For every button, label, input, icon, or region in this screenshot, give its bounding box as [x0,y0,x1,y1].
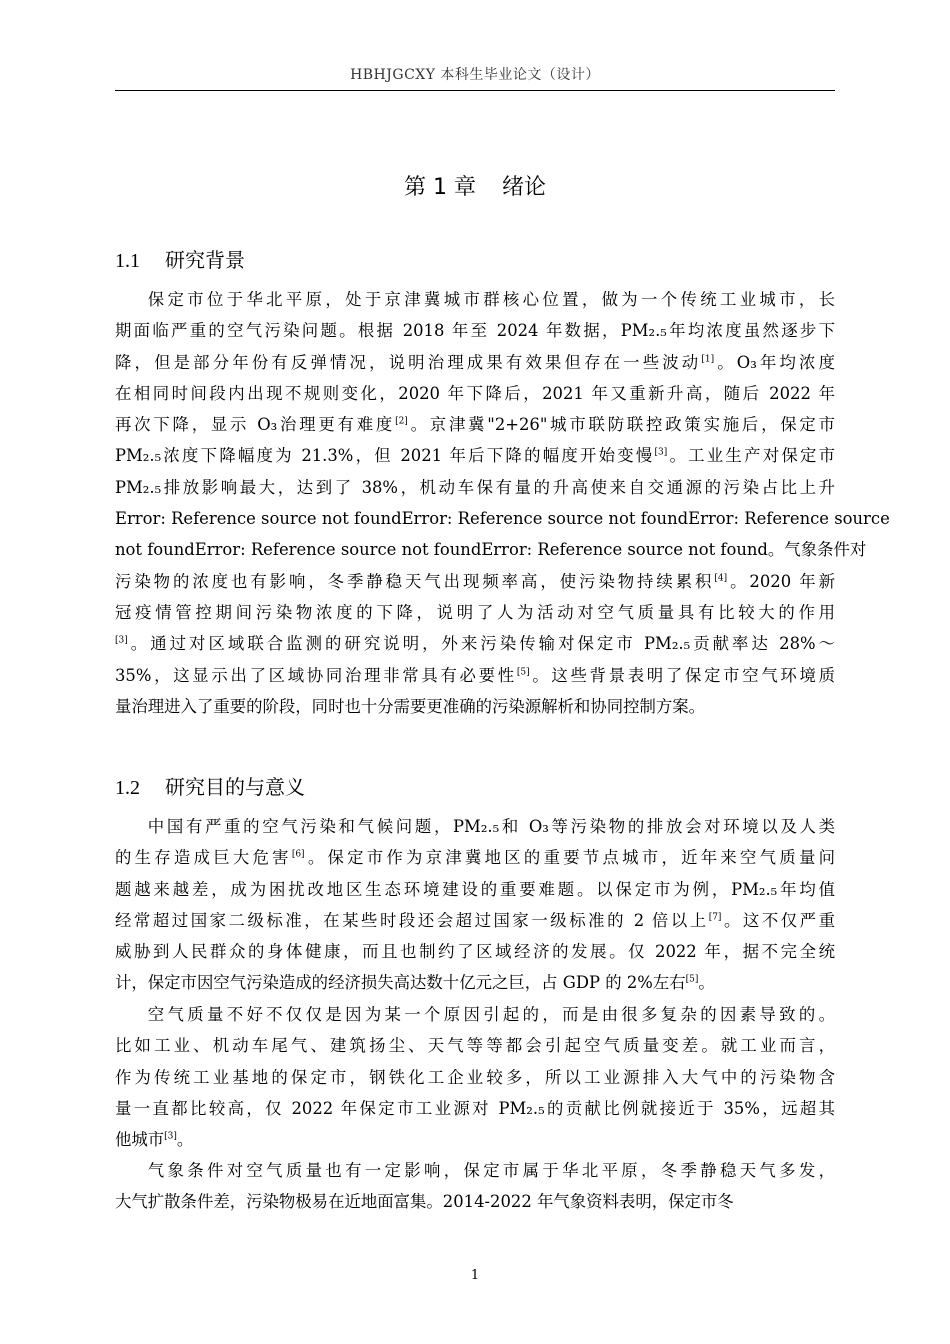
text-line: 气象条件对空气质量也有一定影响，保定市属于华北平原，冬季静稳天气多发， [147,1161,835,1180]
text-line: 35%，这显示出了区域协同治理非常具有必要性[5]。这些背景表明了保定市空气环境质 [115,665,836,685]
citation-marker: [1] [701,354,715,365]
citation-marker: [7] [708,912,722,923]
section-number: 1.2 [115,777,140,799]
text-line: 威胁到人民群众的身体健康，而且也制约了区域经济的发展。仅 2022 年，据不完全统 [115,942,835,962]
citation-marker: [5] [685,975,699,986]
paragraph-background [115,284,890,722]
text-line: 经常超过国家二级标准，在某些时段还会超过国家一级标准的 2 倍以上[7]。这不仅严重 [115,910,835,930]
running-header: HBHJGCXY 本科生毕业论文（设计） [115,64,835,91]
section-title: 研究背景 [165,248,245,272]
citation-marker: [3] [115,635,128,646]
section-heading [115,771,835,800]
text-line: 计，保定市因空气污染造成的经济损失高达数十亿元之巨，占 GDP 的 2%左右[5]。 [115,973,715,993]
citation-marker: [6] [291,849,305,860]
page-number: 1 [470,1268,480,1283]
text-line: PM₂.₅排放影响最大，达到了 38%，机动车保有量的升高使来自交通源的污染占比上升 [115,477,835,497]
chapter-title: 绪论 [501,175,546,200]
text-line: 中国有严重的空气污染和气候问题，PM₂.₅和 O₃等污染物的排放会对环境以及人类 [147,817,835,836]
citation-marker: [3] [654,448,668,459]
section-heading [115,244,835,273]
text-line: 冠疫情管控期间污染物浓度的下降，说明了人为活动对空气质量具有比较大的作用 [115,602,835,622]
text-line: PM₂.₅浓度下降幅度为 21.3%，但 2021 年后下降的幅度开始变慢[3]。工业生产对保定市 [115,446,836,466]
citation-marker: [3] [164,1131,177,1142]
citation-marker: [5] [516,667,530,678]
chapter-number: 第 1 章 [404,175,476,200]
text-line: 作为传统工业基地的保定市，钢铁化工企业较多，所以工业源排入大气中的污染物含 [115,1067,835,1087]
text-line: [3]。通过对区域联合监测的研究说明，外来污染传输对保定市 PM₂.₅贡献率达 28%～ [115,634,835,654]
text-line: Error: Reference source not foundError: Reference source not foundError: Reference source [115,509,890,529]
section-number: 1.1 [115,250,140,272]
text-line: 期面临严重的空气污染问题。根据 2018 年至 2024 年数据，PM₂.₅年均浓度虽然逐步下 [115,321,835,341]
paragraph-purpose [115,811,835,999]
citation-marker: [2] [395,416,408,427]
text-line: 题越来越差，成为困扰改地区生态环境建设的重要难题。以保定市为例，PM₂.₅年均值 [115,879,835,899]
text-line: 保定市位于华北平原，处于京津冀城市群核心位置，做为一个传统工业城市，长 [147,290,835,309]
text-line: 空气质量不好不仅仅是因为某一个原因引起的，而是由很多复杂的因素导致的。 [147,1005,835,1024]
text-line: 再次下降，显示 O₃治理更有难度[2]。京津冀"2+26"城市联防联控政策实施后，保定市 [115,415,835,435]
text-line: 量一直都比较高，仅 2022 年保定市工业源对 PM₂.₅的贡献比例就接近于 35%，远超其 [115,1098,835,1118]
text-line: 在相同时间段内出现不规则变化，2020 年下降后，2021 年又重新升高，随后 2022 年 [115,383,835,403]
text-line: 的生存造成巨大危害[6]。保定市作为京津冀地区的重要节点城市，近年来空气质量问 [115,848,835,868]
section-title: 研究目的与意义 [165,775,305,799]
text-line: 降，但是部分年份有反弹情况，说明治理成果有效果但存在一些波动[1]。O₃年均浓度 [115,352,835,372]
paragraph-meteorology [115,1155,835,1218]
citation-marker: [4] [714,573,728,584]
text-line: 污染物的浓度也有影响，冬季静稳天气出现频率高，使污染物持续累积[4]。2020 年新 [115,571,835,591]
text-line: 量治理进入了重要的阶段，同时也十分需要更准确的污染源解析和协同控制方案。 [115,696,706,716]
chapter-heading [0,170,950,201]
paragraph-causes [115,999,835,1155]
text-line: 大气扩散条件差，污染物极易在近地面富集。2014-2022 年气象资料表明，保定市冬 [115,1192,734,1212]
text-line: 他城市[3]。 [115,1130,194,1150]
text-line: not foundError: Reference source not foundError: Reference source not found。气象条件对 [115,540,867,560]
text-line: 比如工业、机动车尾气、建筑扬尘、天气等等都会引起空气质量变差。就工业而言， [115,1036,835,1056]
